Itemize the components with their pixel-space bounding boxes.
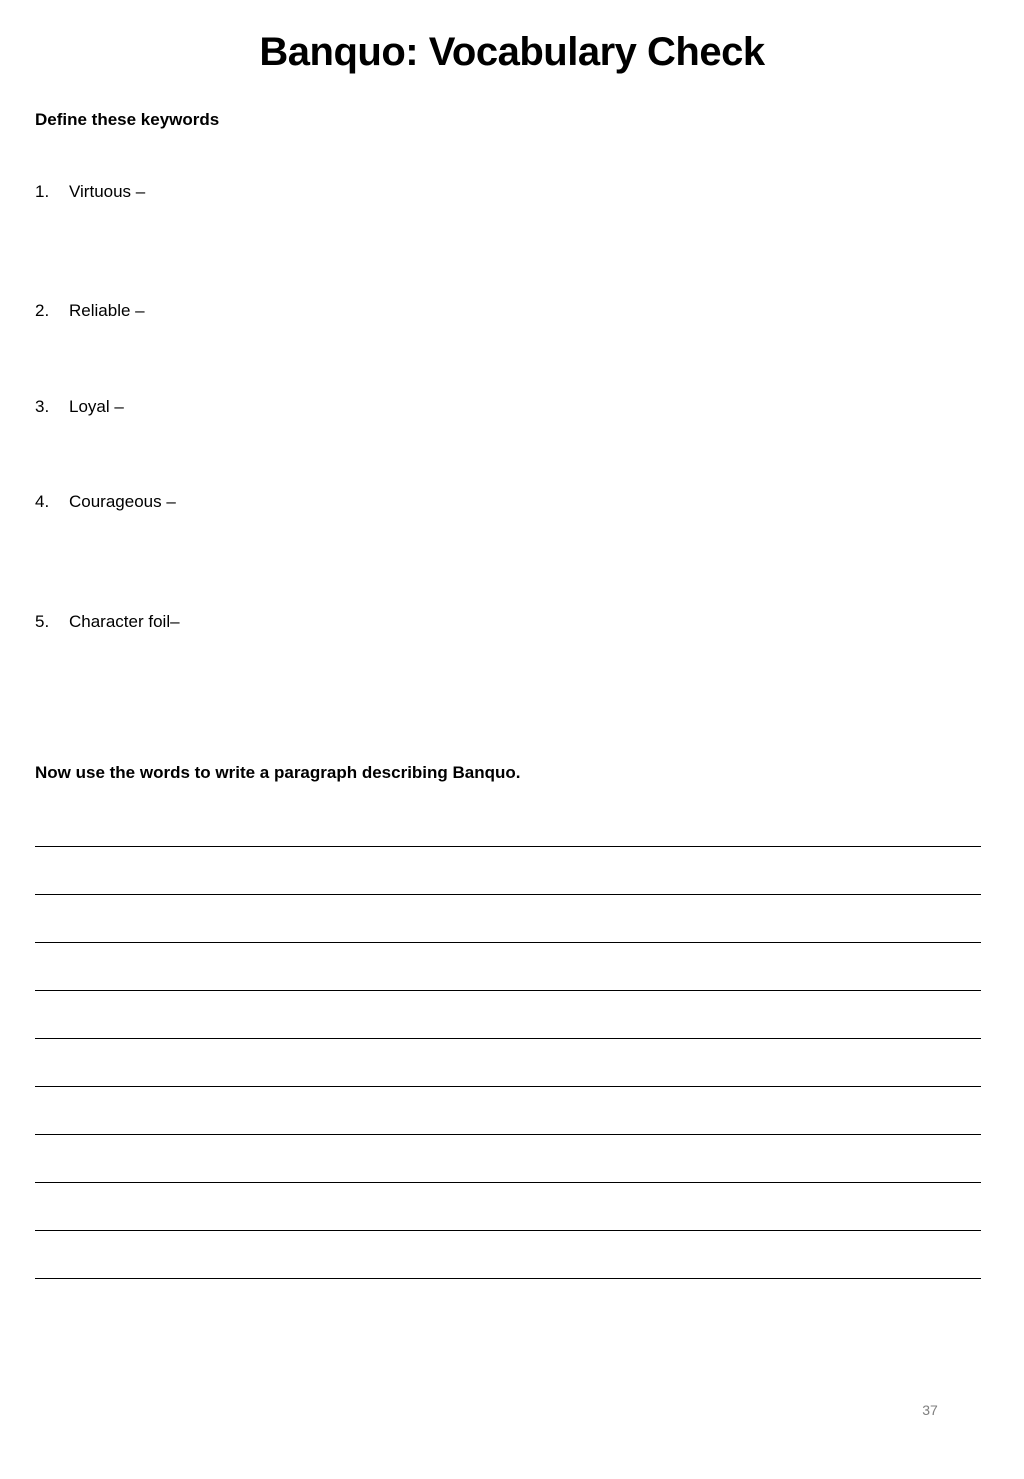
page-number: 37 <box>922 1402 938 1418</box>
keyword-item-courageous <box>35 491 176 513</box>
keyword-item-virtuous <box>35 181 145 203</box>
paragraph-instruction: Now use the words to write a paragraph describing Banquo. <box>35 763 521 782</box>
keyword-label: Character foil– <box>69 612 180 631</box>
writing-line[interactable] <box>35 1278 981 1279</box>
keyword-number: 4. <box>35 492 50 511</box>
writing-line[interactable] <box>35 1230 981 1231</box>
keyword-item-reliable <box>35 300 145 322</box>
keyword-number: 2. <box>35 301 50 320</box>
define-instruction: Define these keywords <box>35 110 220 129</box>
keyword-label: Courageous – <box>69 492 176 511</box>
keyword-item-loyal <box>35 396 124 418</box>
writing-line[interactable] <box>35 846 981 847</box>
page-title: Banquo: Vocabulary Check <box>259 30 765 74</box>
keyword-number: 5. <box>35 612 50 631</box>
keyword-label: Virtuous – <box>69 182 146 201</box>
writing-line[interactable] <box>35 1086 981 1087</box>
keyword-number: 3. <box>35 397 50 416</box>
keyword-number: 1. <box>35 182 50 201</box>
keyword-label: Reliable – <box>69 301 145 320</box>
writing-line[interactable] <box>35 1038 981 1039</box>
writing-line[interactable] <box>35 1182 981 1183</box>
keyword-item-character-foil <box>35 611 180 633</box>
keyword-label: Loyal – <box>69 397 124 416</box>
writing-line[interactable] <box>35 1134 981 1135</box>
writing-area[interactable] <box>35 846 981 1326</box>
writing-line[interactable] <box>35 942 981 943</box>
writing-line[interactable] <box>35 990 981 991</box>
writing-line[interactable] <box>35 894 981 895</box>
